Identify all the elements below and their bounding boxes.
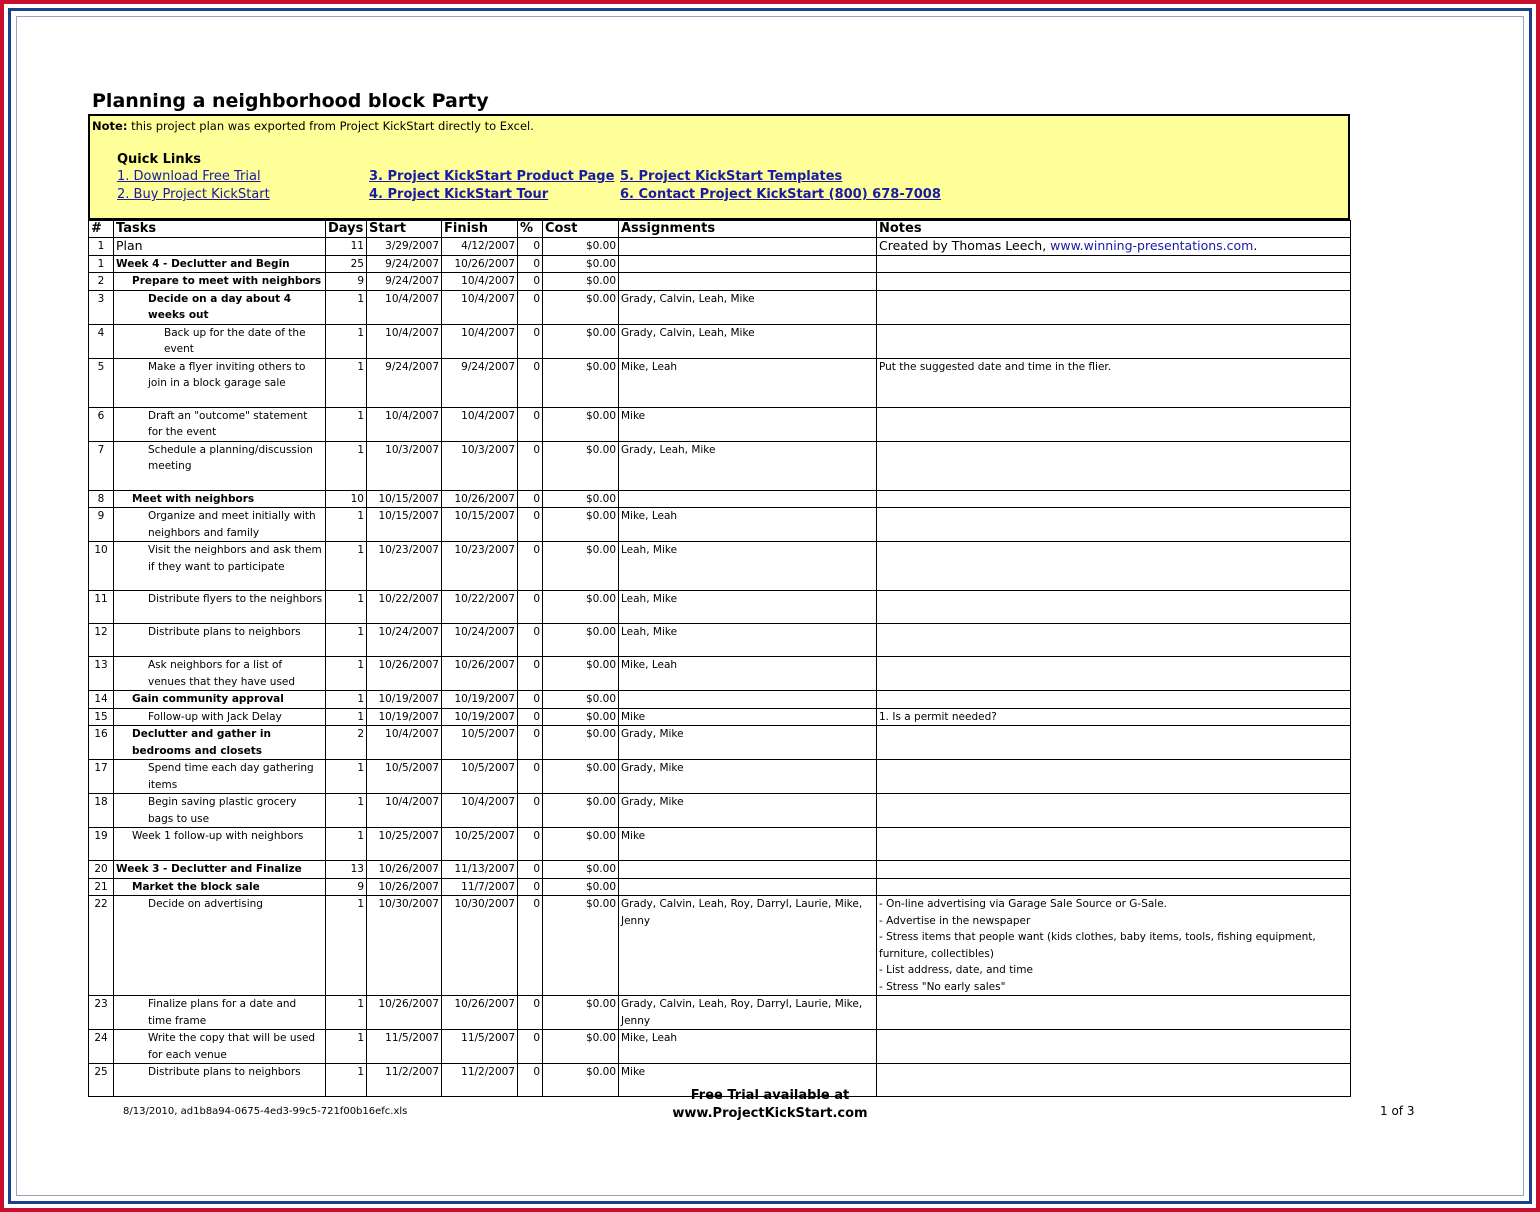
row-notes [877, 726, 1351, 760]
table-row [89, 691, 1351, 709]
row-assignments: Mike [619, 828, 877, 861]
table-row [89, 657, 1351, 691]
table-row [89, 238, 1351, 256]
row-notes [877, 441, 1351, 490]
row-task: Distribute plans to neighbors [114, 624, 326, 657]
row-days: 10 [326, 490, 367, 508]
row-assignments: Mike, Leah [619, 1030, 877, 1064]
row-notes [877, 708, 1351, 726]
row-task: Schedule a planning/discussion meeting [114, 441, 326, 490]
table-row [89, 542, 1351, 591]
row-task: Write the copy that will be used for each venue [114, 1030, 326, 1064]
row-cost: $0.00 [543, 996, 619, 1030]
row-num: 4 [89, 324, 114, 358]
table-row [89, 255, 1351, 273]
row-start: 10/4/2007 [367, 407, 442, 441]
table-row [89, 861, 1351, 879]
row-num: 19 [89, 828, 114, 861]
note-text: Put the suggested date and time in the flier. [879, 360, 1112, 373]
header-days: Days [326, 221, 367, 238]
row-start: 9/24/2007 [367, 255, 442, 273]
row-percent: 0 [518, 861, 543, 879]
row-notes [877, 255, 1351, 273]
row-start: 10/19/2007 [367, 708, 442, 726]
row-notes [877, 996, 1351, 1030]
row-num: 17 [89, 760, 114, 794]
row-percent: 0 [518, 828, 543, 861]
row-assignments: Mike [619, 708, 877, 726]
table-row [89, 441, 1351, 490]
row-days: 1 [326, 542, 367, 591]
row-days: 9 [326, 878, 367, 896]
footer-promo-line2: www.ProjectKickStart.com [672, 1106, 868, 1121]
row-task: Make a flyer inviting others to join in a block garage sale [114, 358, 326, 407]
row-percent: 0 [518, 238, 543, 256]
row-start: 10/4/2007 [367, 726, 442, 760]
row-num: 10 [89, 542, 114, 591]
row-cost: $0.00 [543, 255, 619, 273]
row-cost: $0.00 [543, 861, 619, 879]
row-num: 21 [89, 878, 114, 896]
row-days: 9 [326, 273, 367, 291]
row-days: 1 [326, 624, 367, 657]
row-finish: 10/25/2007 [442, 828, 518, 861]
row-days: 11 [326, 238, 367, 256]
row-task: Begin saving plastic grocery bags to use [114, 794, 326, 828]
row-notes [877, 624, 1351, 657]
row-task: Week 4 - Declutter and Begin [114, 255, 326, 273]
row-days: 2 [326, 726, 367, 760]
row-start: 10/24/2007 [367, 624, 442, 657]
row-percent: 0 [518, 591, 543, 624]
header-start: Start [367, 221, 442, 238]
row-cost: $0.00 [543, 878, 619, 896]
note-text: 1. Is a permit needed? [879, 710, 997, 723]
row-percent: 0 [518, 255, 543, 273]
row-percent: 0 [518, 726, 543, 760]
row-percent: 0 [518, 896, 543, 996]
row-num: 13 [89, 657, 114, 691]
row-days: 13 [326, 861, 367, 879]
note-label: Note: [92, 119, 128, 133]
row-cost: $0.00 [543, 691, 619, 709]
row-notes [877, 542, 1351, 591]
row-days: 1 [326, 508, 367, 542]
row-cost: $0.00 [543, 273, 619, 291]
row-num: 11 [89, 591, 114, 624]
row-start: 10/15/2007 [367, 490, 442, 508]
row-cost: $0.00 [543, 624, 619, 657]
row-num: 16 [89, 726, 114, 760]
row-finish: 10/26/2007 [442, 657, 518, 691]
row-days: 1 [326, 794, 367, 828]
header-num: # [89, 221, 114, 238]
row-cost: $0.00 [543, 490, 619, 508]
row-finish: 10/23/2007 [442, 542, 518, 591]
row-cost: $0.00 [543, 1030, 619, 1064]
row-num: 6 [89, 407, 114, 441]
header-finish: Finish [442, 221, 518, 238]
row-percent: 0 [518, 624, 543, 657]
row-assignments: Mike, Leah [619, 358, 877, 407]
row-assignments: Grady, Mike [619, 760, 877, 794]
row-notes [877, 324, 1351, 358]
row-num: 8 [89, 490, 114, 508]
row-finish: 10/4/2007 [442, 794, 518, 828]
row-days: 25 [326, 255, 367, 273]
note-text: this project plan was exported from Project KickStart directly to Excel. [127, 119, 534, 133]
page-title: Planning a neighborhood block Party [92, 90, 489, 112]
row-days: 1 [326, 1064, 367, 1097]
row-task: Decide on advertising [114, 896, 326, 996]
row-task: Prepare to meet with neighbors [114, 273, 326, 291]
row-notes [877, 273, 1351, 291]
row-start: 10/4/2007 [367, 324, 442, 358]
row-finish: 10/26/2007 [442, 490, 518, 508]
row-num: 2 [89, 273, 114, 291]
row-notes [877, 691, 1351, 709]
row-days: 1 [326, 1030, 367, 1064]
row-percent: 0 [518, 542, 543, 591]
row-finish: 10/5/2007 [442, 760, 518, 794]
row-assignments: Mike [619, 1064, 877, 1097]
row-assignments [619, 490, 877, 508]
footer-promo [620, 1087, 920, 1123]
row-assignments: Mike, Leah [619, 508, 877, 542]
row-num: 15 [89, 708, 114, 726]
row-start: 10/19/2007 [367, 691, 442, 709]
table-row [89, 760, 1351, 794]
table-row [89, 896, 1351, 996]
row-percent: 0 [518, 878, 543, 896]
table-row [89, 708, 1351, 726]
link-product-page[interactable]: 3. Project KickStart Product Page [369, 169, 615, 184]
row-num: 5 [89, 358, 114, 407]
row-num: 20 [89, 861, 114, 879]
row-num: 23 [89, 996, 114, 1030]
row-task: Back up for the date of the event [114, 324, 326, 358]
row-task: Week 3 - Declutter and Finalize [114, 861, 326, 879]
row-days: 1 [326, 996, 367, 1030]
note-panel [88, 114, 1350, 220]
row-cost: $0.00 [543, 407, 619, 441]
row-task: Organize and meet initially with neighbors and family [114, 508, 326, 542]
row-notes [877, 760, 1351, 794]
row-percent: 0 [518, 691, 543, 709]
row-start: 10/5/2007 [367, 760, 442, 794]
row-percent: 0 [518, 794, 543, 828]
row-num: 12 [89, 624, 114, 657]
table-row [89, 1030, 1351, 1064]
header-tasks: Tasks [114, 221, 326, 238]
row-start: 3/29/2007 [367, 238, 442, 256]
link-contact-kickstart[interactable]: 6. Contact Project KickStart (800) 678-7008 [620, 187, 941, 202]
row-assignments [619, 861, 877, 879]
header-percent: % [518, 221, 543, 238]
row-assignments: Mike, Leah [619, 657, 877, 691]
row-assignments: Leah, Mike [619, 624, 877, 657]
row-start: 9/24/2007 [367, 358, 442, 407]
row-notes [877, 828, 1351, 861]
link-kickstart-templates[interactable]: 5. Project KickStart Templates [620, 169, 843, 184]
row-days: 1 [326, 828, 367, 861]
note-suffix: . [1253, 238, 1258, 253]
row-task: Distribute plans to neighbors [114, 1064, 326, 1097]
row-task: Visit the neighbors and ask them if they want to participate [114, 542, 326, 591]
row-finish: 10/19/2007 [442, 708, 518, 726]
row-notes [877, 490, 1351, 508]
row-cost: $0.00 [543, 290, 619, 324]
table-row [89, 290, 1351, 324]
row-notes [877, 508, 1351, 542]
row-days: 1 [326, 290, 367, 324]
row-num: 18 [89, 794, 114, 828]
row-start: 10/15/2007 [367, 508, 442, 542]
row-percent: 0 [518, 708, 543, 726]
row-days: 1 [326, 591, 367, 624]
row-start: 10/3/2007 [367, 441, 442, 490]
table-header-row [89, 221, 1351, 238]
row-assignments: Grady, Calvin, Leah, Mike [619, 324, 877, 358]
row-cost: $0.00 [543, 794, 619, 828]
row-task: Week 1 follow-up with neighbors [114, 828, 326, 861]
row-assignments: Grady, Leah, Mike [619, 441, 877, 490]
row-notes [877, 1030, 1351, 1064]
row-task: Distribute flyers to the neighbors [114, 591, 326, 624]
row-finish: 10/4/2007 [442, 407, 518, 441]
row-finish: 9/24/2007 [442, 358, 518, 407]
footer-promo-line1: Free Trial available at [690, 1088, 850, 1103]
row-task: Spend time each day gathering items [114, 760, 326, 794]
row-start: 10/26/2007 [367, 878, 442, 896]
link-download-free-trial[interactable]: 1. Download Free Trial [117, 169, 261, 184]
row-finish: 10/26/2007 [442, 996, 518, 1030]
row-start: 11/5/2007 [367, 1030, 442, 1064]
row-num: 1 [89, 255, 114, 273]
row-days: 1 [326, 358, 367, 407]
row-finish: 10/26/2007 [442, 255, 518, 273]
note-text: Created by Thomas Leech, [879, 238, 1051, 253]
table-row [89, 407, 1351, 441]
row-finish: 10/3/2007 [442, 441, 518, 490]
row-task: Follow-up with Jack Delay [114, 708, 326, 726]
header-cost: Cost [543, 221, 619, 238]
row-notes [877, 878, 1351, 896]
row-assignments: Grady, Mike [619, 726, 877, 760]
table-row [89, 878, 1351, 896]
row-cost: $0.00 [543, 896, 619, 996]
table-row [89, 726, 1351, 760]
row-task: Decide on a day about 4 weeks out [114, 290, 326, 324]
row-assignments: Grady, Calvin, Leah, Roy, Darryl, Laurie, Mike, Jenny [619, 996, 877, 1030]
row-cost: $0.00 [543, 508, 619, 542]
row-num: 9 [89, 508, 114, 542]
row-assignments: Leah, Mike [619, 591, 877, 624]
row-notes [877, 290, 1351, 324]
row-percent: 0 [518, 760, 543, 794]
table-row [89, 794, 1351, 828]
table-row [89, 358, 1351, 407]
row-assignments [619, 691, 877, 709]
row-days: 1 [326, 407, 367, 441]
row-start: 11/2/2007 [367, 1064, 442, 1097]
row-start: 10/26/2007 [367, 996, 442, 1030]
row-start: 10/22/2007 [367, 591, 442, 624]
row-assignments [619, 255, 877, 273]
row-notes [877, 358, 1351, 407]
row-finish: 10/4/2007 [442, 273, 518, 291]
row-notes [877, 591, 1351, 624]
row-num: 1 [89, 238, 114, 256]
table-row [89, 490, 1351, 508]
row-finish: 10/30/2007 [442, 896, 518, 996]
row-assignments: Leah, Mike [619, 542, 877, 591]
row-num: 25 [89, 1064, 114, 1097]
row-start: 9/24/2007 [367, 273, 442, 291]
table-row [89, 508, 1351, 542]
table-row [89, 324, 1351, 358]
row-notes [877, 896, 1351, 996]
row-finish: 11/7/2007 [442, 878, 518, 896]
row-task: Market the block sale [114, 878, 326, 896]
row-cost: $0.00 [543, 441, 619, 490]
row-cost: $0.00 [543, 542, 619, 591]
row-notes [877, 861, 1351, 879]
row-assignments [619, 878, 877, 896]
row-assignments: Grady, Calvin, Leah, Mike [619, 290, 877, 324]
row-cost: $0.00 [543, 358, 619, 407]
row-num: 22 [89, 896, 114, 996]
row-notes [877, 794, 1351, 828]
row-start: 10/26/2007 [367, 657, 442, 691]
row-finish: 10/4/2007 [442, 324, 518, 358]
export-note [92, 119, 534, 133]
row-start: 10/25/2007 [367, 828, 442, 861]
row-assignments [619, 273, 877, 291]
link-buy-project-kickstart[interactable]: 2. Buy Project KickStart [117, 187, 270, 202]
row-start: 10/30/2007 [367, 896, 442, 996]
table-row [89, 273, 1351, 291]
row-percent: 0 [518, 657, 543, 691]
row-assignments [619, 238, 877, 256]
row-finish: 11/5/2007 [442, 1030, 518, 1064]
row-num: 7 [89, 441, 114, 490]
row-num: 3 [89, 290, 114, 324]
footer-file-info: 8/13/2010, ad1b8a94-0675-4ed3-99c5-721f00b16efc.xls [123, 1106, 408, 1117]
row-start: 10/26/2007 [367, 861, 442, 879]
row-finish: 11/13/2007 [442, 861, 518, 879]
table-row [89, 828, 1351, 861]
row-task: Declutter and gather in bedrooms and closets [114, 726, 326, 760]
row-notes [877, 1064, 1351, 1097]
row-start: 10/4/2007 [367, 794, 442, 828]
row-cost: $0.00 [543, 238, 619, 256]
row-finish: 10/5/2007 [442, 726, 518, 760]
note-text: - On-line advertising via Garage Sale Source or G-Sale. - Advertise in the newspaper - Stress items that people want (kids clothes, baby items, tools, fishing equipment, furniture, collectibles) - List address, date, and time - Stress "No early sales" [879, 898, 1316, 993]
table-row [89, 996, 1351, 1030]
row-percent: 0 [518, 1030, 543, 1064]
header-assignments: Assignments [619, 221, 877, 238]
row-percent: 0 [518, 273, 543, 291]
row-assignments: Grady, Mike [619, 794, 877, 828]
quick-links-title: Quick Links [117, 152, 202, 167]
row-percent: 0 [518, 1064, 543, 1097]
row-finish: 10/15/2007 [442, 508, 518, 542]
row-cost: $0.00 [543, 708, 619, 726]
project-plan-table [88, 220, 1351, 1097]
row-percent: 0 [518, 358, 543, 407]
footer-page-number: 1 of 3 [1380, 1104, 1415, 1118]
row-days: 1 [326, 441, 367, 490]
row-task: Plan [114, 238, 326, 256]
table-row [89, 591, 1351, 624]
row-cost: $0.00 [543, 324, 619, 358]
row-notes [877, 407, 1351, 441]
row-start: 10/23/2007 [367, 542, 442, 591]
row-days: 1 [326, 896, 367, 996]
row-days: 1 [326, 691, 367, 709]
row-cost: $0.00 [543, 657, 619, 691]
row-assignments: Grady, Calvin, Leah, Roy, Darryl, Laurie, Mike, Jenny [619, 896, 877, 996]
row-task: Draft an "outcome" statement for the event [114, 407, 326, 441]
row-num: 14 [89, 691, 114, 709]
row-finish: 4/12/2007 [442, 238, 518, 256]
row-start: 10/4/2007 [367, 290, 442, 324]
link-kickstart-tour[interactable]: 4. Project KickStart Tour [369, 187, 549, 202]
row-finish: 10/4/2007 [442, 290, 518, 324]
row-cost: $0.00 [543, 1064, 619, 1097]
row-percent: 0 [518, 996, 543, 1030]
row-cost: $0.00 [543, 591, 619, 624]
row-cost: $0.00 [543, 828, 619, 861]
row-assignments: Mike [619, 407, 877, 441]
row-cost: $0.00 [543, 760, 619, 794]
row-task: Finalize plans for a date and time frame [114, 996, 326, 1030]
row-days: 1 [326, 760, 367, 794]
row-notes [877, 238, 1351, 256]
row-percent: 0 [518, 324, 543, 358]
row-task: Ask neighbors for a list of venues that they have used [114, 657, 326, 691]
row-percent: 0 [518, 490, 543, 508]
header-notes: Notes [877, 221, 1351, 238]
row-days: 1 [326, 324, 367, 358]
table-body [89, 238, 1351, 1097]
row-task: Meet with neighbors [114, 490, 326, 508]
row-days: 1 [326, 708, 367, 726]
row-cost: $0.00 [543, 726, 619, 760]
table-row [89, 624, 1351, 657]
row-percent: 0 [518, 441, 543, 490]
row-days: 1 [326, 657, 367, 691]
row-percent: 0 [518, 407, 543, 441]
row-task: Gain community approval [114, 691, 326, 709]
row-notes [877, 657, 1351, 691]
note-link[interactable]: www.winning-presentations.com [1050, 238, 1254, 253]
row-finish: 10/22/2007 [442, 591, 518, 624]
row-finish: 11/2/2007 [442, 1064, 518, 1097]
row-percent: 0 [518, 290, 543, 324]
row-finish: 10/19/2007 [442, 691, 518, 709]
row-percent: 0 [518, 508, 543, 542]
row-finish: 10/24/2007 [442, 624, 518, 657]
row-num: 24 [89, 1030, 114, 1064]
